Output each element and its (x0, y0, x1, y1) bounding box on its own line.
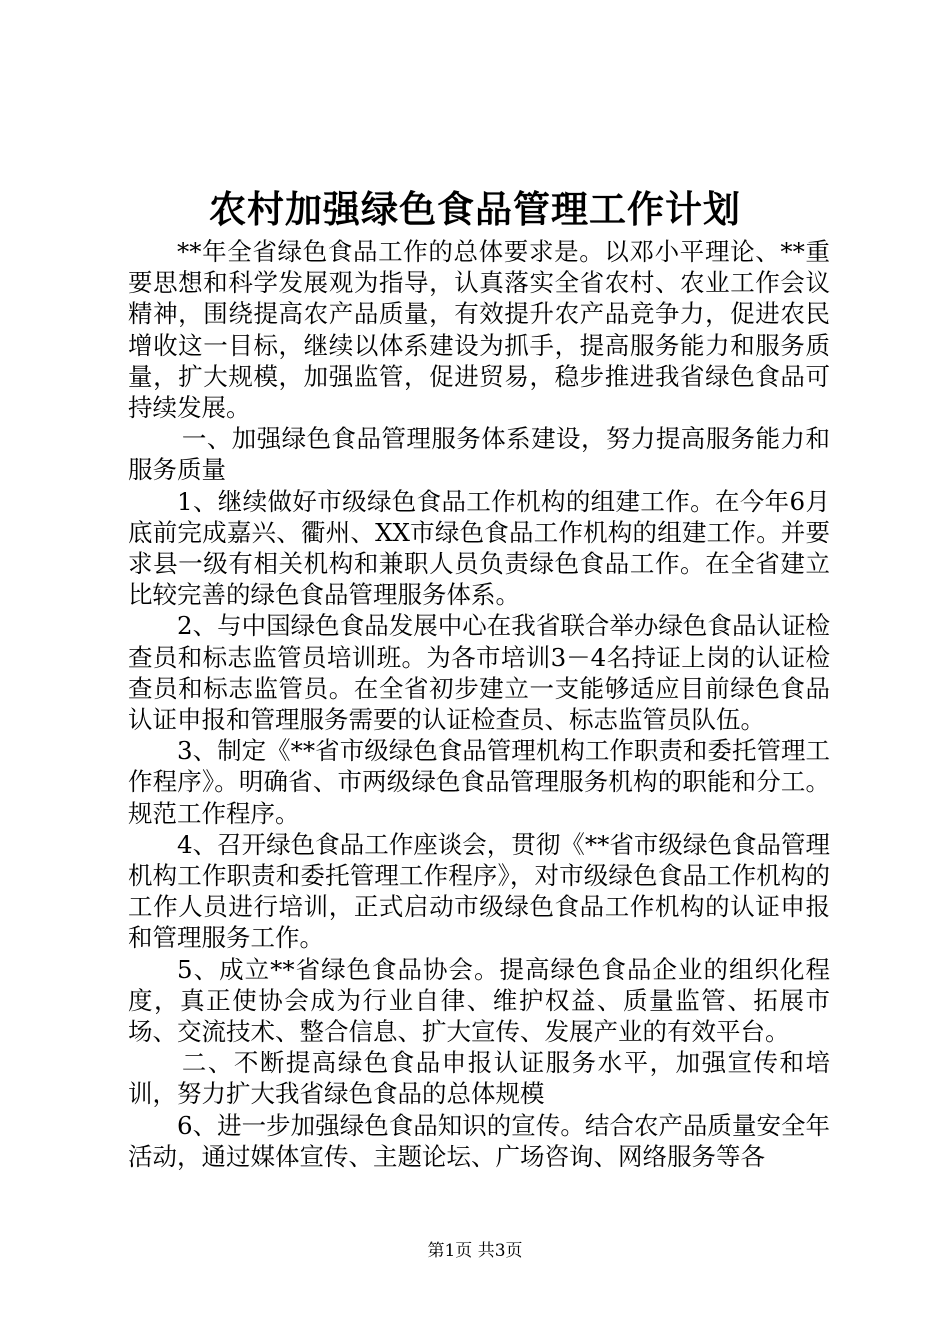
document-body (128, 236, 830, 1172)
item-paragraph-4: 4、召开绿色食品工作座谈会，贯彻《**省市级绿色食品管理机构工作职责和委托管理工作程序》，对市级绿色食品工作机构的工作人员进行培训，正式启动市级绿色食品工作机构的认证申报和管理服务工作。 (128, 829, 830, 953)
item-paragraph-2: 2、与中国绿色食品发展中心在我省联合举办绿色食品认证检查员和标志监管员培训班。为各市培训3－4名持证上岗的认证检查员和标志监管员。在全省初步建立一支能够适应目前绿色食品认证申报和管理服务需要的认证检查员、标志监管员队伍。 (128, 611, 830, 735)
item-paragraph-1: 1、继续做好市级绿色食品工作机构的组建工作。在今年6月底前完成嘉兴、衢州、XX市绿色食品工作机构的组建工作。并要求县一级有相关机构和兼职人员负责绿色食品工作。在全省建立比较完善的绿色食品管理服务体系。 (128, 486, 830, 610)
item-paragraph-3: 3、制定《**省市级绿色食品管理机构工作职责和委托管理工作程序》。明确省、市两级绿色食品管理服务机构的职能和分工。规范工作程序。 (128, 736, 830, 828)
item-paragraph-5: 5、成立**省绿色食品协会。提高绿色食品企业的组织化程度，真正使协会成为行业自律、维护权益、质量监管、拓展市场、交流技术、整合信息、扩大宣传、发展产业的有效平台。 (128, 954, 830, 1047)
section-heading-1: 一、加强绿色食品管理服务体系建设，努力提高服务能力和服务质量 (128, 424, 830, 485)
section-heading-2: 二、不断提高绿色食品申报认证服务水平，加强宣传和培训，努力扩大我省绿色食品的总体规模 (128, 1048, 830, 1109)
item-paragraph-6: 6、进一步加强绿色食品知识的宣传。结合农产品质量安全年活动，通过媒体宣传、主题论坛、广场咨询、网络服务等各 (128, 1110, 830, 1171)
page-footer: 第1页 共3页 (427, 1241, 523, 1261)
document-title: 农村加强绿色食品管理工作计划 (209, 187, 741, 231)
intro-paragraph: **年全省绿色食品工作的总体要求是。以邓小平理论、**重要思想和科学发展观为指导，认真落实全省农村、农业工作会议精神，围绕提高农产品质量，有效提升农产品竞争力，促进农民增收这一目标，继续以体系建设为抓手，提高服务能力和服务质量，扩大规模，加强监管，促进贸易，稳步推进我省绿色食品可持续发展。 (128, 237, 830, 423)
